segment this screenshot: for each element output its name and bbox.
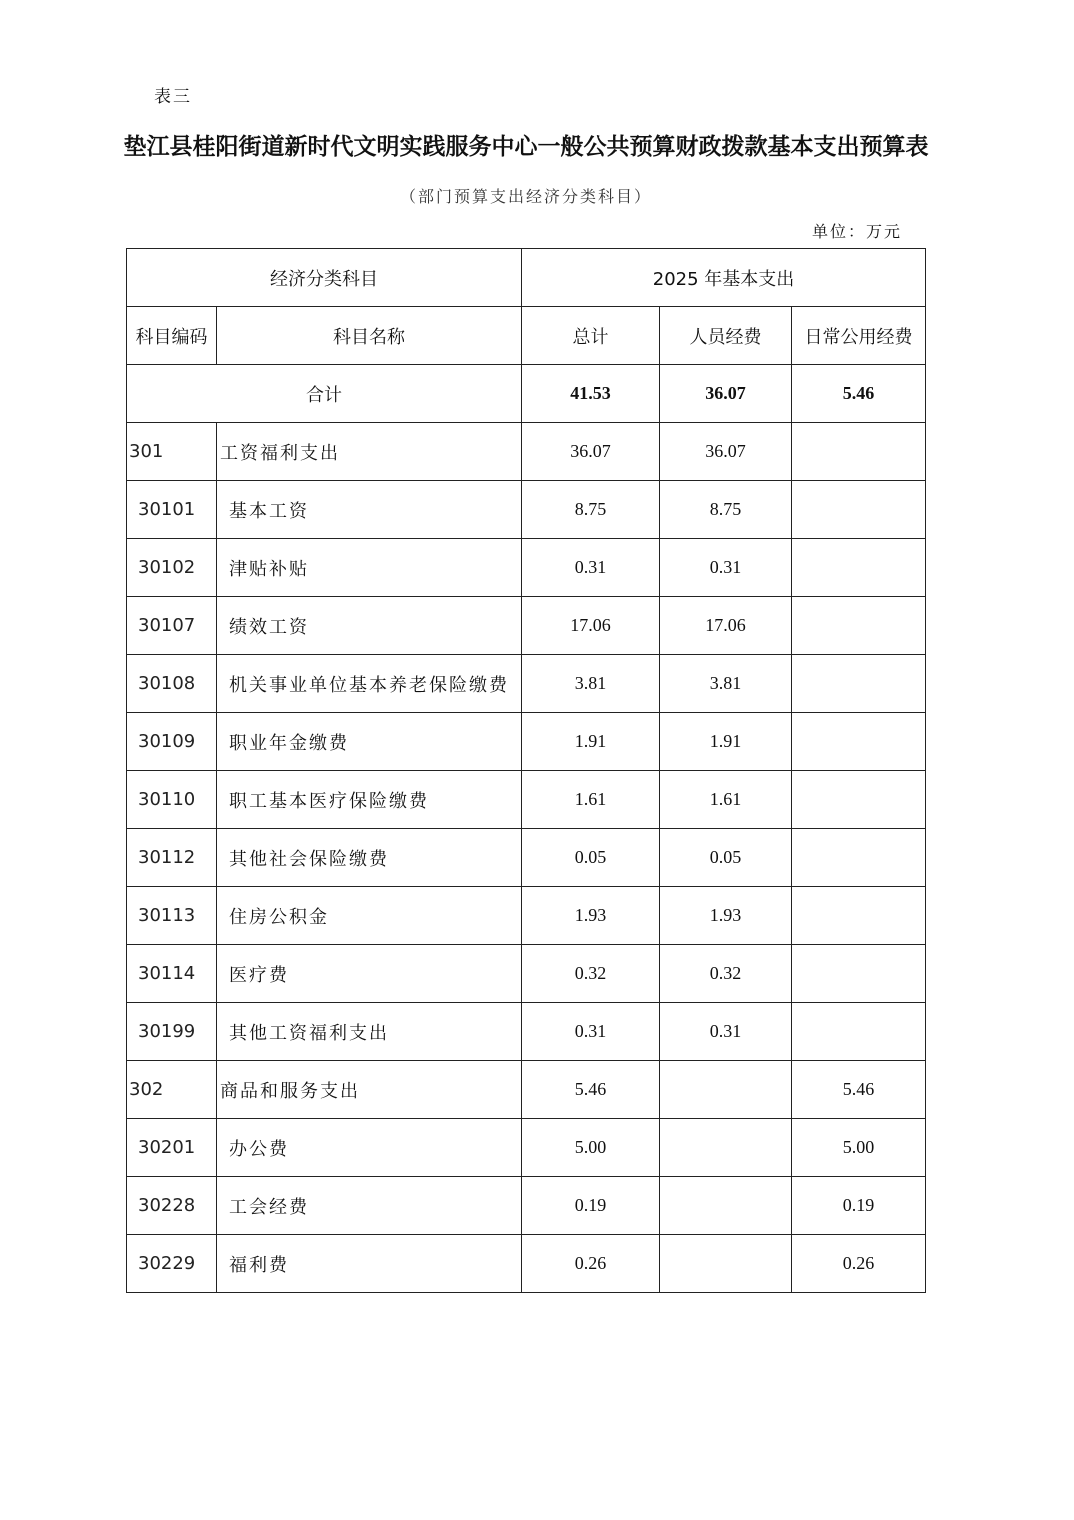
amount-personnel: 3.81 [660, 655, 792, 713]
total-label: 合计 [127, 365, 522, 423]
subject-code: 30201 [127, 1119, 217, 1177]
document-subtitle: （部门预算支出经济分类科目） [399, 187, 652, 206]
amount-public: 5.46 [792, 1061, 926, 1119]
header-economic-classification: 经济分类科目 [127, 249, 522, 307]
amount-total: 8.75 [522, 481, 660, 539]
subject-name: 办公费 [217, 1119, 522, 1177]
amount-public [792, 1003, 926, 1061]
subject-name: 绩效工资 [217, 597, 522, 655]
subject-name: 职工基本医疗保险缴费 [217, 771, 522, 829]
subject-name: 商品和服务支出 [217, 1061, 522, 1119]
total-sum: 41.53 [522, 365, 660, 423]
subject-name: 医疗费 [217, 945, 522, 1003]
total-personnel: 36.07 [660, 365, 792, 423]
amount-personnel: 1.91 [660, 713, 792, 771]
amount-total: 0.05 [522, 829, 660, 887]
amount-total: 5.00 [522, 1119, 660, 1177]
amount-total: 17.06 [522, 597, 660, 655]
header-public-funds: 日常公用经费 [792, 307, 926, 365]
amount-personnel [660, 1235, 792, 1293]
amount-total: 5.46 [522, 1061, 660, 1119]
amount-public: 0.19 [792, 1177, 926, 1235]
amount-total: 1.93 [522, 887, 660, 945]
table-row [127, 945, 926, 1003]
subject-code: 30228 [127, 1177, 217, 1235]
subject-name: 工资福利支出 [217, 423, 522, 481]
subject-code: 30229 [127, 1235, 217, 1293]
amount-personnel: 1.93 [660, 887, 792, 945]
amount-public: 5.00 [792, 1119, 926, 1177]
amount-total: 36.07 [522, 423, 660, 481]
amount-personnel: 36.07 [660, 423, 792, 481]
table-row [127, 887, 926, 945]
amount-personnel [660, 1177, 792, 1235]
table-row [127, 539, 926, 597]
table-row [127, 713, 926, 771]
amount-public [792, 539, 926, 597]
amount-personnel [660, 1061, 792, 1119]
header-column-row [127, 307, 926, 365]
amount-personnel: 0.31 [660, 539, 792, 597]
amount-total: 0.31 [522, 1003, 660, 1061]
subject-code: 30113 [127, 887, 217, 945]
header-total: 总计 [522, 307, 660, 365]
header-subject-code: 科目编码 [127, 307, 217, 365]
amount-personnel [660, 1119, 792, 1177]
budget-table [126, 248, 926, 1293]
subject-name: 住房公积金 [217, 887, 522, 945]
amount-public [792, 887, 926, 945]
table-row [127, 1177, 926, 1235]
subject-code: 30109 [127, 713, 217, 771]
subject-name: 工会经费 [217, 1177, 522, 1235]
unit-label: 单位：万元 [811, 222, 902, 241]
table-number-label: 表三 [154, 87, 192, 107]
amount-personnel: 8.75 [660, 481, 792, 539]
total-public: 5.46 [792, 365, 926, 423]
amount-public [792, 829, 926, 887]
amount-public [792, 655, 926, 713]
subject-code: 301 [127, 423, 217, 481]
table-row [127, 1235, 926, 1293]
subject-code: 30102 [127, 539, 217, 597]
table-row [127, 1003, 926, 1061]
amount-total: 0.26 [522, 1235, 660, 1293]
subject-code: 30107 [127, 597, 217, 655]
subject-name: 津贴补贴 [217, 539, 522, 597]
document-title: 垫江县桂阳街道新时代文明实践服务中心一般公共预算财政拨款基本支出预算表 [123, 133, 929, 160]
table-row [127, 655, 926, 713]
table-row [127, 1061, 926, 1119]
amount-public [792, 713, 926, 771]
total-row [127, 365, 926, 423]
table-row [127, 597, 926, 655]
amount-personnel: 0.05 [660, 829, 792, 887]
subject-name: 职业年金缴费 [217, 713, 522, 771]
subject-name: 其他社会保险缴费 [217, 829, 522, 887]
subject-name: 基本工资 [217, 481, 522, 539]
amount-public [792, 423, 926, 481]
table-row [127, 481, 926, 539]
amount-total: 0.19 [522, 1177, 660, 1235]
subject-code: 30114 [127, 945, 217, 1003]
subject-name: 其他工资福利支出 [217, 1003, 522, 1061]
subject-code: 30101 [127, 481, 217, 539]
amount-public [792, 945, 926, 1003]
amount-total: 1.61 [522, 771, 660, 829]
amount-public [792, 771, 926, 829]
amount-public [792, 481, 926, 539]
amount-personnel: 17.06 [660, 597, 792, 655]
amount-public: 0.26 [792, 1235, 926, 1293]
header-subject-name: 科目名称 [217, 307, 522, 365]
table-row [127, 423, 926, 481]
table-row [127, 771, 926, 829]
header-basic-expenditure: 2025 年基本支出 [522, 249, 926, 307]
header-group-row [127, 249, 926, 307]
subject-code: 30108 [127, 655, 217, 713]
amount-total: 3.81 [522, 655, 660, 713]
subject-name: 机关事业单位基本养老保险缴费 [217, 655, 522, 713]
amount-personnel: 1.61 [660, 771, 792, 829]
amount-public [792, 597, 926, 655]
table-row [127, 829, 926, 887]
header-personnel-funds: 人员经费 [660, 307, 792, 365]
subject-code: 30199 [127, 1003, 217, 1061]
subject-code: 30112 [127, 829, 217, 887]
amount-total: 1.91 [522, 713, 660, 771]
amount-personnel: 0.32 [660, 945, 792, 1003]
amount-total: 0.32 [522, 945, 660, 1003]
subject-code: 302 [127, 1061, 217, 1119]
amount-total: 0.31 [522, 539, 660, 597]
amount-personnel: 0.31 [660, 1003, 792, 1061]
subject-code: 30110 [127, 771, 217, 829]
table-row [127, 1119, 926, 1177]
subject-name: 福利费 [217, 1235, 522, 1293]
